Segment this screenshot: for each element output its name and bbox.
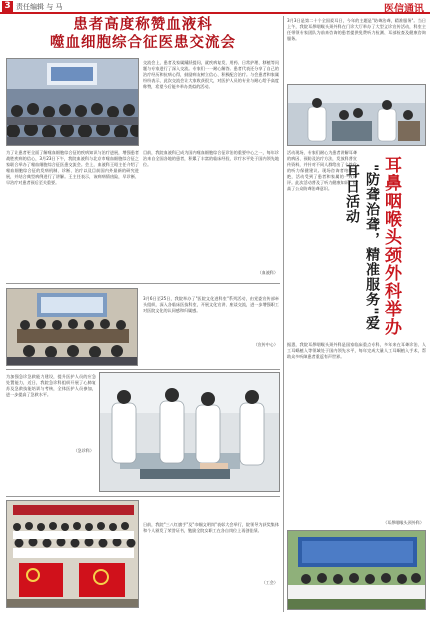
group-photo-image [7,501,139,608]
caption3-text: 日前，我院"三八红旗手"及"巾帼文明岗"表彰大会举行，院领导为获奖集体和个人颁发了荣誉证书，勉励全院女职工在各自岗位上再创佳绩。 [143,522,279,533]
photo-meeting-room [6,288,138,366]
divider-1 [6,283,280,284]
medical-training-image [100,373,280,492]
meeting-room-image [7,289,138,366]
photo-lecture-hall [6,58,139,146]
right-vertical-subtitle: "防聋治聋，精准服务"爱耳日活动 [344,164,380,331]
caption2-text: 为加强急诊急救能力建设，提升医护人员的应急处置能力，近日，我院急诊科组织开展了心肺复苏及急救技能培训与考核，全体医护人员参加，进一步提高了急救水平。 [6,374,96,397]
ent-event-image [288,531,426,610]
consultation-image [288,85,426,146]
caption2-byline: （急诊科） [73,448,94,453]
right-vertical-title: 耳鼻咽喉头颈外科举办 [381,156,401,336]
caption1-byline: （宣传中心） [253,342,278,347]
lecture-hall-image [7,59,139,146]
right-bottom-text: 据悉，我院耳鼻咽喉头颈外科是国家临床重点专科，多年来在耳聋诊治、人工耳蜗植入等领域处于国内领先水平，每年完成大量人工耳蜗植入手术，帮助众多听障患者重返有声世界。 [287,342,426,359]
newspaper-brand: 医信通讯 [384,4,424,15]
photo-medical-training [99,372,280,492]
right-mid-text: 活动现场，专家们耐心为患者讲解耳聋的病因、预防及治疗方法，发放科普宣传资料，并针对不同人群给出了个性化的听力保健建议。现场咨询者络绎不绝，活动受到了患者和家属的一致好评。此次活动普及了听力健康知识，提高了公众防聋治聋意识。 [287,150,357,191]
column-divider [283,16,284,612]
divider-3 [6,496,280,497]
right-byline: （耳鼻咽喉头颈外科） [383,520,424,525]
article1-byline: （血液科） [257,270,278,275]
photo-consultation [287,84,426,146]
caption1-text: 3月6日至25日，我院举办了"医院文化进科室"系列活动，由党委宣传部牵头组织，深入各临床医技科室，开展文化宣讲、座谈交流，进一步增强职工对医院文化的认同感和归属感。 [143,296,279,313]
article1-text-left: 为了让患者更全面了解噬血细胞综合征的疾病知识与治疗进展，增强患者战胜疾病的信心，3月23日下午，我院血液科与北京市噬血细胞综合征之家联合举办了噬血细胞综合征医患交流会。会上，血液科王昭主任介绍了噬血细胞综合征的发病机制、诊断、治疗以及目前国内外最新的研究进展，并结合典型病例进行了讲解。王主任表示，该病病情凶险，早诊断、早治疗对患者预后至关重要。 [6,150,139,185]
article1-text-right: 交流会上，患者及家属踊跃提问，就疾病复发、用药、日常护理、移植等问题与专家进行了深入交流。专家们一一耐心解答。患者代表还分享了自己的治疗经历和抗病心得，鼓励病友树立信心、积极配合治疗。与会患者和家属纷纷表示，此次交流会让大家收获很大，对医护人员的专业与耐心给予高度称赞，希望今后能多举办类似的活动。 [143,60,279,89]
article-headline [8,16,278,52]
article1-text-cont: 目前，我院血液科已成为国内噬血细胞综合征诊治的重要中心之一，每年诊治来自全国各地的患者，积累了丰富的临床经验，诊疗水平处于国内领先地位。 [143,150,279,167]
right-top-text: 3月3日是第二十个全国爱耳日，今年的主题是"防聋治聋，精准服务"。当日上午，我院耳鼻咽喉头颈外科在门诊大厅举办了大型义诊宣传活动，科室主任带领专家团队为前来咨询的患者提供免费听力检测、耳部检查及健康咨询服务。 [287,18,426,41]
photo-ent-event [287,530,426,610]
photo-group [6,500,139,608]
headline-line-2: 噬血细胞综合征医患交流会 [50,34,236,51]
headline-line-1: 患者高度称赞血液科 [73,16,213,33]
page-header [0,0,430,14]
divider-2 [6,369,280,370]
section-label: 责任编辑 与 马 [16,3,63,11]
caption3-byline: （工会） [261,580,278,585]
page-number: 3 [2,1,13,12]
